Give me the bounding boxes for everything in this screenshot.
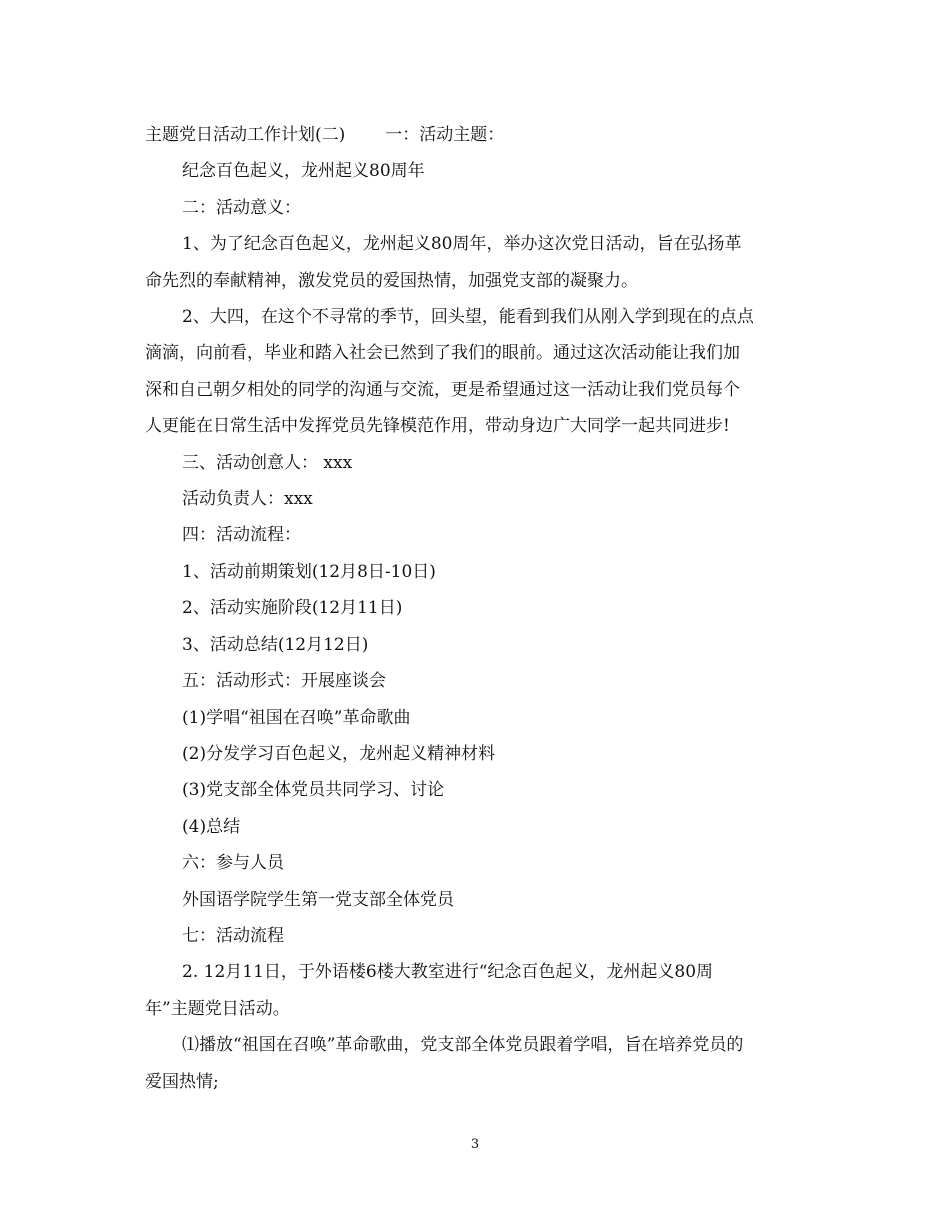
section-heading-process: 四：活动流程：: [182, 525, 301, 546]
list-item: 2、活动实施阶段(12月11日): [182, 598, 403, 619]
paragraph-line: 2. 12月11日，于外语楼6楼大教室进行“纪念百色起义，龙州起义80周: [182, 962, 714, 983]
list-item: 1、活动前期策划(12月8日-10日): [182, 561, 436, 582]
section-heading-significance: 二：活动意义：: [182, 197, 301, 218]
paragraph-line: 人更能在日常生活中发挥党员先锋模范作用，带动身边广大同学一起共同进步!: [145, 416, 730, 437]
paragraph-line: ⑴播放“祖国在召唤”革命歌曲，党支部全体党员跟着学唱，旨在培养党员的: [182, 1035, 744, 1056]
list-item: (3)党支部全体党员共同学习、讨论: [182, 780, 445, 801]
paragraph-line: 2、大四，在这个不寻常的季节，回头望，能看到我们从刚入学到现在的点点: [182, 307, 754, 328]
paragraph-line: 年”主题党日活动。: [145, 998, 290, 1019]
section-heading-theme: 一：活动主题：: [385, 125, 505, 145]
document-title: 主题党日活动工作计划(二): [145, 125, 346, 145]
document-body: [145, 117, 810, 1100]
list-item: 3、活动总结(12月12日): [182, 634, 369, 655]
paragraph-line: 1、为了纪念百色起义，龙州起义80周年，举办这次党日活动，旨在弘扬革: [182, 234, 742, 255]
title-line: [145, 117, 810, 153]
paragraph-line: 滴滴，向前看，毕业和踏入社会已然到了我们的眼前。通过这次活动能让我们加: [145, 343, 740, 364]
paragraph-line: 爱国热情;: [145, 1071, 219, 1092]
responsible-person: 活动负责人：xxx: [182, 489, 313, 510]
list-item: (4)总结: [182, 816, 241, 837]
list-item: (2)分发学习百色起义，龙州起义精神材料: [182, 743, 496, 764]
section-heading-process-2: 七：活动流程: [182, 925, 284, 946]
section-heading-participants: 六：参与人员: [182, 853, 284, 874]
list-item: (1)学唱“祖国在召唤”革命歌曲: [182, 707, 411, 728]
participants-text: 外国语学院学生第一党支部全体党员: [182, 889, 454, 910]
page-number: 3: [470, 1137, 480, 1152]
section-heading-format: 五：活动形式：开展座谈会: [182, 671, 386, 692]
theme-text: 纪念百色起义，龙州起义80周年: [182, 161, 425, 182]
section-heading-creator: 三、活动创意人： xxx: [182, 452, 353, 473]
paragraph-line: 命先烈的奉献精神，激发党员的爱国热情，加强党支部的凝聚力。: [145, 270, 638, 291]
paragraph-line: 深和自己朝夕相处的同学的沟通与交流，更是希望通过这一活动让我们党员每个: [145, 379, 740, 400]
